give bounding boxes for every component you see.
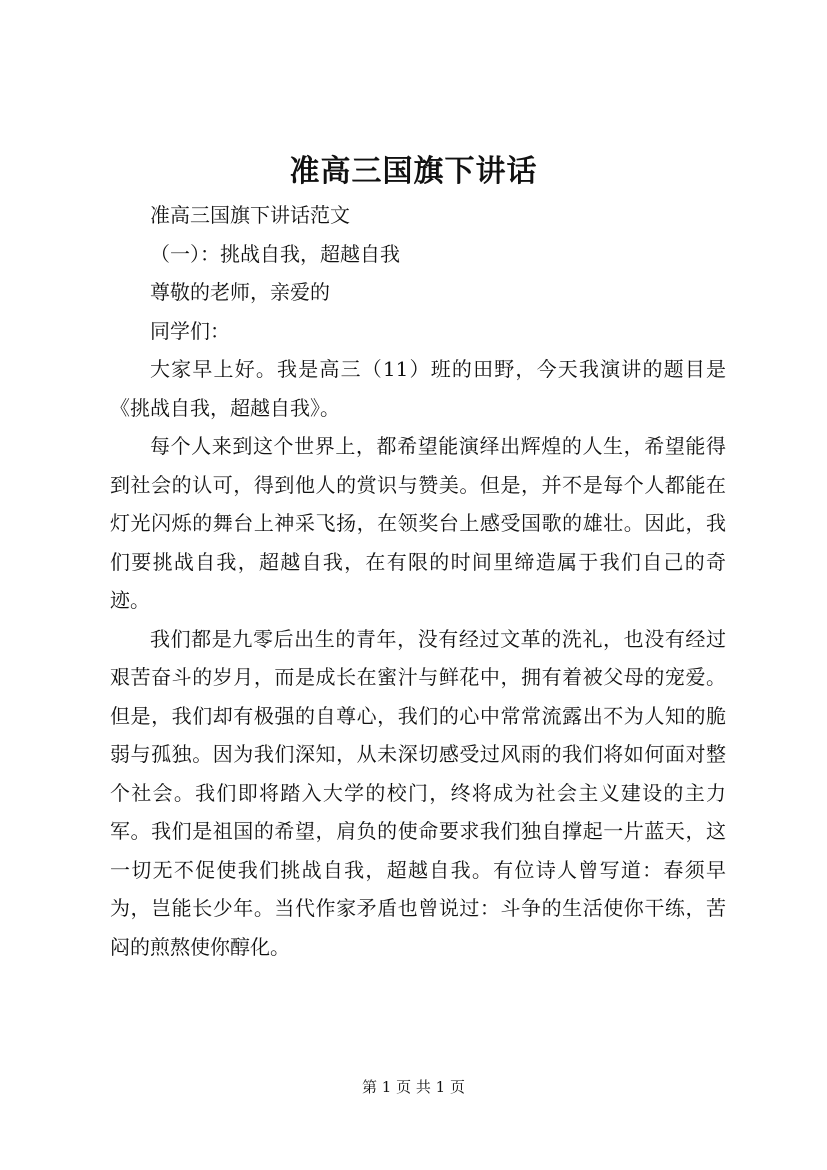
paragraph-body-1: 每个人来到这个世界上，都希望能演绎出辉煌的人生，希望能得到社会的认可，得到他人的赏识与赞美。但是，并不是每个人都能在灯光闪烁的舞台上神采飞扬，在领奖台上感受国歌的雄壮。因此，我们要挑战自我，超越自我，在有限的时间里缔造属于我们自己的奇迹。	[110, 434, 726, 612]
document-body	[110, 196, 726, 966]
document-title: 准高三国旗下讲话	[289, 154, 538, 189]
paragraph-section-heading: （一）：挑战自我，超越自我	[150, 241, 400, 266]
paragraph-subtitle: 准高三国旗下讲话范文	[150, 203, 350, 227]
paragraph-body-2: 我们都是九零后出生的青年，没有经过文革的洗礼，也没有经过艰苦奋斗的岁月，而是成长在蜜汁与鲜花中，拥有着被父母的宠爱。但是，我们却有极强的自尊心，我们的心中常常流露出不为人知的脆弱与孤独。因为我们深知，从未深切感受过风雨的我们将如何面对整个社会。我们即将踏入大学的校门，终将成为社会主义建设的主力军。我们是祖国的希望，肩负的使命要求我们独自撑起一片蓝天，这一切无不促使我们挑战自我，超越自我。有位诗人曾写道：春须早为，岂能长少年。当代作家矛盾也曾说过：斗争的生活使你干练，苦闷的煎熬使你醇化。	[110, 626, 726, 959]
paragraph-salutation-2: 同学们：	[150, 318, 230, 343]
paragraph-salutation-1: 尊敬的老师，亲爱的	[150, 280, 330, 304]
paragraph-greeting: 大家早上好。我是高三（11）班的田野，今天我演讲的题目是《挑战自我，超越自我》。	[110, 357, 726, 420]
page-footer: 第 1 页 共 1 页	[362, 1078, 465, 1096]
